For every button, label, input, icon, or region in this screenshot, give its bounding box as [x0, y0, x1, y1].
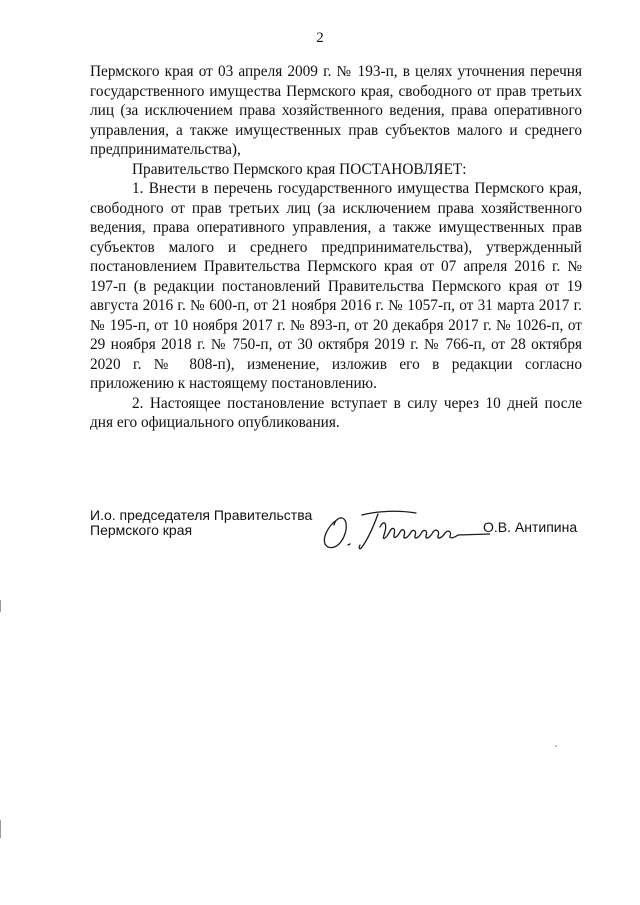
- signatory-title: [90, 508, 312, 538]
- paragraph-item-2: 2. Настоящее постановление вступает в силу через 10 дней после дня его официального опубликования.: [90, 394, 582, 431]
- page-number: 2: [316, 30, 324, 46]
- paragraph-item-1: 1. Внести в перечень государственного имущества Пермского края, свободного от прав третьих лиц (за исключением права хозяйственного ведения, права оперативного управления, а также имущественных прав субъектов малого и среднего предпринимательства), утвержденный постановлением Правительства Пермского края от 07 апреля 2016 г. № 197-п (в редакции постановлений Правительства Пермского края от 19 августа 2016 г. № 600-п, от 21 ноября 2016 г. № 1057-п, от 31 марта 2017 г. № 195-п, от 10 ноября 2017 г. № 893-п, от 20 декабря 2017 г. № 1026-п, от 29 ноября 2018 г. № 750-п, от 30 октября 2019 г. № 766-п, от 28 октября 2020 г. № 808-п), изменение, изложив его в редакции согласно приложению к настоящему постановлению.: [90, 180, 582, 392]
- signatory-name: О.В. Антипина: [483, 519, 578, 535]
- paragraph-resolves: Правительство Пермского края ПОСТАНОВЛЯЕТ:: [132, 160, 467, 178]
- document-body: [90, 62, 582, 433]
- signatory-title-line-2: Пермского края: [90, 522, 193, 538]
- scan-dust-mark: [555, 745, 557, 747]
- scan-edge-mark: [0, 820, 1, 838]
- scan-edge-mark: [0, 600, 1, 612]
- signature-block: [90, 505, 582, 565]
- signatory-title-line-1: И.о. председателя Правительства: [90, 507, 313, 523]
- paragraph-preamble: Пермского края от 03 апреля 2009 г. № 193-п, в целях уточнения перечня государственного имущества Пермского края, свободного от прав третьих лиц (за исключением права хозяйственного ведения, права оперативного управления, а также имущественных прав субъектов малого и среднего предпринимательства),: [90, 63, 582, 158]
- handwritten-signature: [318, 505, 490, 555]
